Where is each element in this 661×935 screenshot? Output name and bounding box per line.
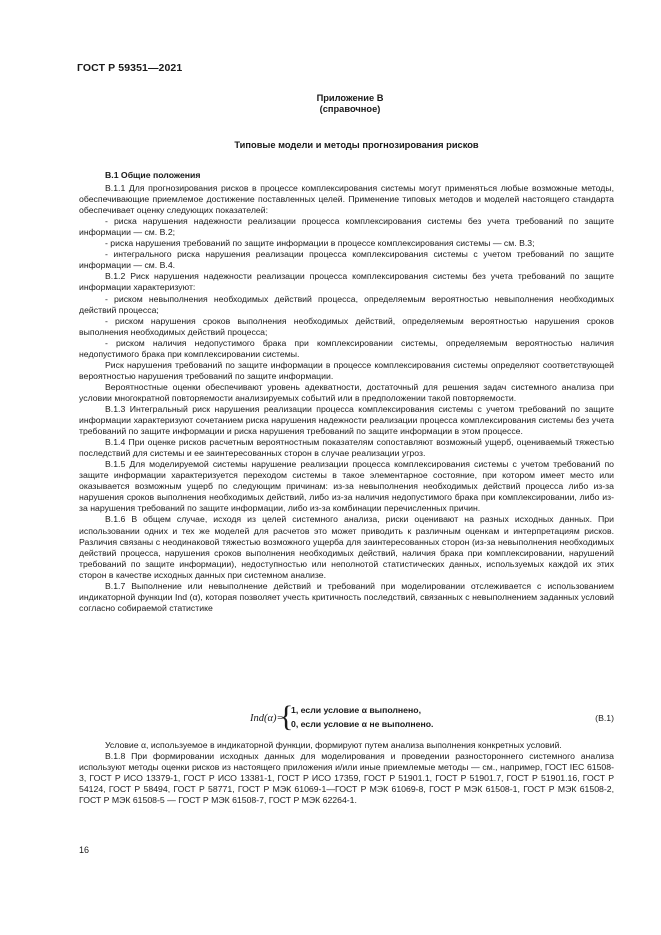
formula-case-false: 0, если условие α не выполнено. [291,719,434,729]
paragraph: В.1.8 При формировании исходных данных для моделирования и проведении разностороннего системного анализа используют методы оценки рисков из настоящего приложения и/или иные приемлемые методы — см., например, ГОСТ IEC 61508-3, ГОСТ Р ИСО 13379-1, ГОСТ Р ИСО 13381-1, ГОСТ Р ИСО 17359, ГОСТ Р 51901.1, ГОСТ Р 51901.7, ГОСТ Р 51901.16, ГОСТ Р 54124, ГОСТ Р 58494, ГОСТ Р 58771, ГОСТ Р МЭК 61069-1—ГОСТ Р МЭК 61069-8, ГОСТ Р МЭК 61508-1, ГОСТ Р МЭК 61508-2, ГОСТ Р МЭК 61508-5 — ГОСТ Р МЭК 61508-7, ГОСТ Р МЭК 62264-1. [79,751,614,806]
appendix-note: (справочное) [319,104,381,114]
section-title: Типовые модели и методы прогнозирования рисков [234,140,479,150]
list-item: - риском невыполнения необходимых действий процесса, определяемым вероятностью невыполнения необходимых действий процесса; [79,293,614,315]
formula-number: (В.1) [595,713,614,723]
formula-lhs: Ind(α)= [250,713,284,724]
list-item: - риском наличия недопустимого брака при комплексировании системы, определяемым вероятностью наличия недопустимого брака при комплексировании системы. [79,337,614,359]
paragraph: В.1.7 Выполнение или невыполнение действий и требований при моделировании отслеживается с использованием индикаторной функции Ind (α), которая позволяет учесть критичность последствий, связанных с невыполнением заданных условий согласно собираемой статистике [79,580,614,613]
paragraph: В.1.5 Для моделируемой системы нарушение реализации процесса комплексирования системы с учетом требований по защите информации характеризуется переходом системы в такое элементарное состояние, при котором имеет место или оказывается возможным ущерб по следующим причинам: из-за невыполнения необходимых действий процесса либо из-за нарушения сроков выполнения необходимых действий, либо из-за наличия недопустимого брака при комплексировании, либо из-за нарушения требований по защите информации, либо из-за комбинации перечисленных причин. [79,459,614,514]
list-item: - риска нарушения надежности реализации процесса комплексирования системы без учета требований по защите информации — см. В.2; [79,216,614,238]
list-item: - риском нарушения сроков выполнения необходимых действий, определяемым вероятностью нарушения сроков выполнения необходимых действий процесса; [79,315,614,337]
subsection-title: В.1 Общие положения [105,170,201,180]
standard-header: ГОСТ Р 59351—2021 [77,62,183,74]
appendix-title: Приложение В [316,93,384,103]
paragraph: Риск нарушения требований по защите информации в процессе комплексирования системы определяют соответствующей вероятностью нарушения требований по защите информации. [79,359,614,381]
page-number: 16 [79,845,90,855]
formula-case-true: 1, если условие α выполнено, [291,705,421,715]
paragraph: Условие α, используемое в индикаторной функции, формируют путем анализа выполнения конкретных условий. [105,740,562,750]
paragraph: В.1.2 Риск нарушения надежности реализации процесса комплексирования системы без учета требований по защите информации характеризуют: [79,271,614,293]
paragraph: В.1.6 В общем случае, исходя из целей системного анализа, риски оценивают на разных исходных данных. При использовании одних и тех же моделей для расчетов это может приводить к различным оценкам и интерпретациям рисков. Различия связаны с неодинаковой тяжестью возможного ущерба для заинтересованных сторон (из-за невыполнения необходимых действий процесса, нарушения сроков выполнения необходимых действий, наличия брака при комплексировании, нарушений требований по защите информации), недоступностью или неполнотой статистических данных, используемых каждой их этих сторон в качестве исходных данных при системном анализе. [79,514,614,580]
paragraph: В.1.4 При оценке рисков расчетным вероятностным показателям сопоставляют возможный ущерб, оцениваемый тяжестью последствий для системы и ее заинтересованных сторон в случае реализации угроз. [79,437,614,459]
list-item: - риска нарушения требований по защите информации в процессе комплексирования системы — см. В.3; [105,238,535,249]
appendix-heading [0,93,661,115]
paragraph: Вероятностные оценки обеспечивают уровень адекватности, достаточный для решения задач системного анализа при условии многократной повторяемости анализируемых событий или в предположении такой повторяемости. [79,381,614,403]
list-item: - интегрального риска нарушения реализации процесса комплексирования системы с учетом требований по защите информации — см. В.4. [79,249,614,271]
paragraph: В.1.1 Для прогнозирования рисков в процессе комплексирования системы могут применяться любые возможные методы, обеспечивающие приемлемое достижение поставленных целей. Применение типовых методов и моделей настоящего стандарта обеспечивает оценку следующих показателей: [79,183,614,216]
body-text-continued [79,740,614,806]
body-text [79,170,614,614]
paragraph: В.1.3 Интегральный риск нарушения реализации процесса комплексирования системы с учетом требований по защите информации характеризуют сочетанием риска нарушения надежности реализации процесса комплексирования системы без учета требований по защите информации и риска нарушения требований по защите информации в этом процессе. [79,403,614,437]
formula-brace: { [279,700,294,733]
formula-b1 [79,700,614,734]
